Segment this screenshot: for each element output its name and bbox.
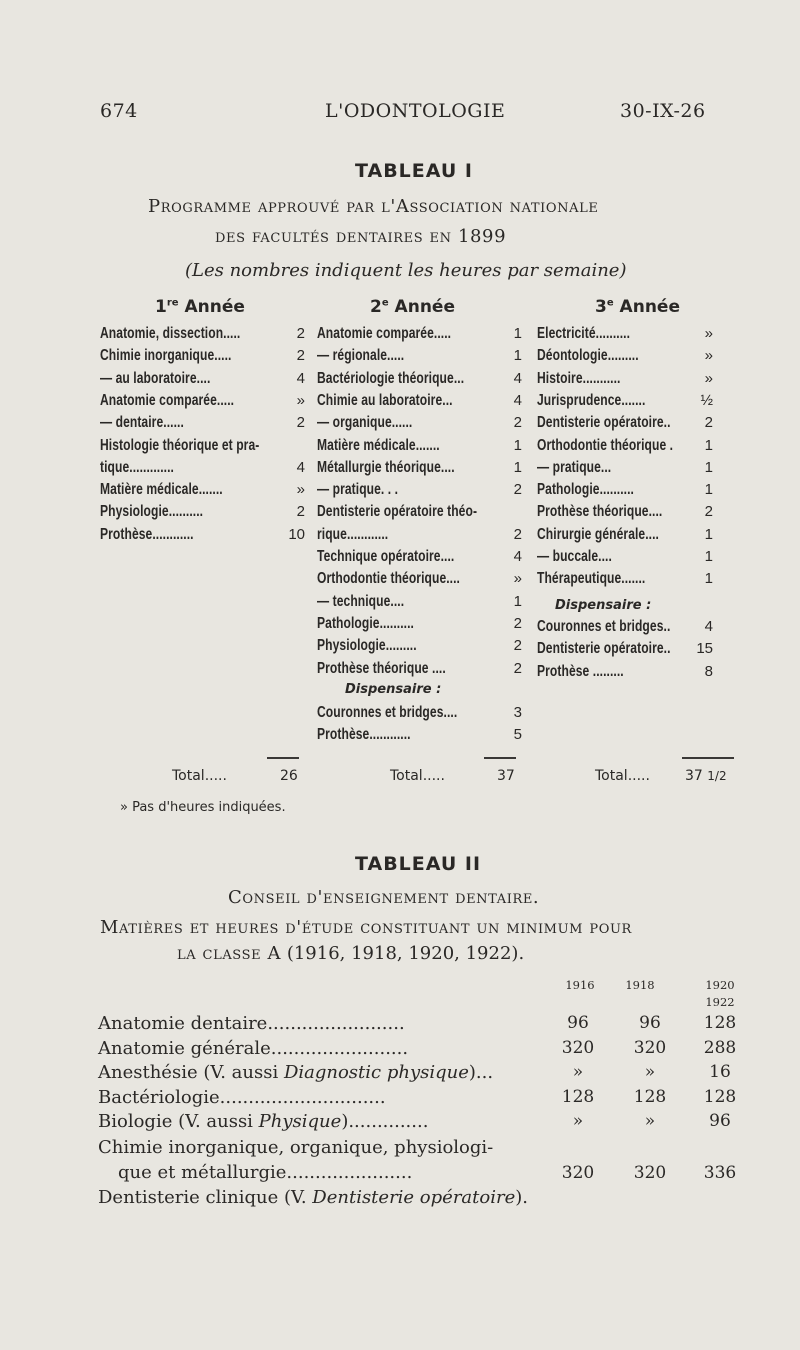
tableau2-cell: 96 <box>639 1013 661 1033</box>
col2-item-label: Technique opératoire.... <box>317 548 455 565</box>
tableau1-note: (Les nombres indiquent les heures par semaine) <box>185 260 627 281</box>
tableau2-cell: 128 <box>703 1013 737 1033</box>
total3-rule <box>682 757 734 759</box>
total3-label: Total..... <box>595 768 650 784</box>
total2-value: 37 <box>497 768 515 784</box>
col3-item-hours: 2 <box>704 414 713 432</box>
col3-item-label: — pratique... <box>537 458 612 476</box>
col2-item-label: — technique.... <box>317 592 405 610</box>
col2-item-label: Métallurgie théorique.... <box>317 458 455 476</box>
col1-item-label: Matière médicale....... <box>100 481 223 499</box>
col2-item-label: Matière médicale....... <box>317 436 440 454</box>
tableau2-row-label <box>98 1062 493 1083</box>
col2-item-label: Dentisterie opératoire théo- <box>317 503 478 521</box>
col2-item-hours: » <box>513 570 522 588</box>
col3-disp-item-label: Couronnes et bridges.. <box>537 618 671 635</box>
tableau2-row-label <box>98 1111 428 1132</box>
col3-item-label: Jurisprudence....... <box>537 391 646 409</box>
col3-item-hours: 1 <box>704 458 713 476</box>
tableau2-line2: Matières et heures d'étude constituant un minimum pour <box>100 917 632 938</box>
tableau2-cell: 96 <box>709 1111 731 1131</box>
col2-item-hours: 2 <box>513 481 522 499</box>
col3-item-hours: 1 <box>704 436 713 454</box>
row-label-text: ).............. <box>341 1111 429 1132</box>
total1-label: Total..... <box>172 768 227 784</box>
col1-item-label: Prothèse............ <box>100 525 194 543</box>
col3-head: 3e Année <box>595 297 680 317</box>
row-label-text: Anesthésie (V. aussi <box>98 1062 284 1083</box>
col1-item-label: Physiologie.......... <box>100 503 204 521</box>
col3-item-label: Pathologie.......... <box>537 481 634 499</box>
col3-disp-item-hours: 8 <box>704 662 713 680</box>
col2-item-label: Orthodontie théorique.... <box>317 570 460 588</box>
col1-item-hours: » <box>296 481 305 499</box>
col3-item-label: Dentisterie opératoire.. <box>537 414 671 432</box>
col2-item-label: Chimie au laboratoire... <box>317 391 453 409</box>
col3-item-label: Thérapeutique....... <box>537 570 646 588</box>
tableau2-title: TABLEAU II <box>355 853 482 875</box>
col3-item-hours: 2 <box>704 503 713 521</box>
col3-item-hours: 1 <box>704 548 713 565</box>
col1-item-label: Anatomie, dissection..... <box>100 325 241 342</box>
tableau1-subtitle-1: Programme approuvé par l'Association nationale <box>148 196 599 217</box>
total1-value: 26 <box>280 768 298 784</box>
col2-item-hours: 1 <box>513 592 522 610</box>
col3-item-hours: » <box>704 325 713 342</box>
tableau2-cell: 96 <box>567 1013 589 1033</box>
col2-dispensaire-label: Dispensaire : <box>345 682 442 697</box>
col1-item-hours: 2 <box>296 347 305 365</box>
tableau2-cell: » <box>644 1111 656 1131</box>
col3-dispensaire-label: Dispensaire : <box>555 598 652 613</box>
tableau2-row-label: Anatomie générale........................ <box>98 1037 409 1059</box>
col2-disp-item-hours: 5 <box>513 726 522 744</box>
year-1922: 1922 <box>705 995 735 1009</box>
col1-head: 1re Année <box>155 297 245 317</box>
col2-item-label: — pratique. . . <box>317 481 399 499</box>
col2-disp-item-label: Prothèse............ <box>317 726 411 744</box>
tableau1-subtitle-2: des facultés dentaires en 1899 <box>215 226 507 247</box>
col1-item-hours: 2 <box>296 325 305 342</box>
col2-item-label: Anatomie comparée..... <box>317 325 452 342</box>
chimie-line1: Chimie inorganique, organique, physiologi- <box>98 1137 494 1158</box>
col2-disp-item-label: Couronnes et bridges.... <box>317 704 458 721</box>
col1-item-label: Chimie inorganique..... <box>100 347 232 365</box>
col1-item-hours: 10 <box>288 525 305 543</box>
tableau2-cell: » <box>572 1062 584 1082</box>
col3-item-label: Déontologie......... <box>537 347 639 365</box>
col2-item-hours: 1 <box>513 347 522 365</box>
col2-item-hours: 2 <box>513 637 522 655</box>
year-1918: 1918 <box>625 978 655 992</box>
tableau2-cell: » <box>572 1111 584 1131</box>
tableau2-cell: 128 <box>633 1086 667 1107</box>
col2-item-hours: 1 <box>513 325 522 342</box>
col3-item-hours: 1 <box>704 525 713 543</box>
col3-disp-item-hours: 4 <box>704 618 713 635</box>
dentisterie-clinique: Dentisterie clinique (V. Dentisterie opératoire). <box>98 1187 528 1208</box>
col3-item-hours: 1 <box>704 570 713 588</box>
tableau2-cell: 16 <box>709 1062 731 1082</box>
tableau2-cell: » <box>644 1062 656 1082</box>
col1-item-label: tique............. <box>100 458 174 476</box>
chimie-line2: que et métallurgie...................... <box>118 1162 413 1183</box>
col2-item-hours: 2 <box>513 525 522 543</box>
col3-item-label: Chirurgie générale.... <box>537 525 659 543</box>
tableau2-row-label: Anatomie dentaire........................ <box>98 1013 405 1034</box>
col3-disp-item-label: Dentisterie opératoire.. <box>537 640 671 658</box>
col2-item-label: Physiologie......... <box>317 637 417 655</box>
year-1916: 1916 <box>565 978 595 992</box>
col1-item-label: — au laboratoire.... <box>100 369 211 387</box>
col2-item-hours: 4 <box>513 369 522 387</box>
issue-date: 30-IX-26 <box>620 100 706 122</box>
col2-item-hours: 1 <box>513 458 522 476</box>
col3-item-hours: » <box>704 369 713 387</box>
chimie-1920: 336 <box>703 1163 737 1183</box>
col2-item-hours: 2 <box>513 414 522 432</box>
col2-item-label: rique............ <box>317 525 389 543</box>
tableau2-cell: 128 <box>561 1086 595 1107</box>
row-label-italic: Diagnostic physique <box>283 1062 469 1083</box>
col2-head: 2e Année <box>370 297 455 317</box>
col1-item-label: — dentaire...... <box>100 414 184 432</box>
col2-item-label: Pathologie.......... <box>317 614 414 632</box>
col2-item-hours: 1 <box>513 436 522 454</box>
col2-item-label: — régionale..... <box>317 347 405 365</box>
col3-item-label: Electricité.......... <box>537 325 631 342</box>
tableau2-cell: 320 <box>633 1037 667 1058</box>
col1-item-hours: 2 <box>296 414 305 432</box>
col3-item-hours: » <box>704 347 713 365</box>
tableau1-footnote: » Pas d'heures indiquées. <box>120 800 286 815</box>
col3-item-label: Orthodontie théorique . <box>537 436 674 454</box>
col3-item-hours: 1 <box>704 481 713 499</box>
col2-item-hours: 4 <box>513 391 522 409</box>
total2-rule <box>484 757 516 759</box>
tableau2-line3: la classe A (1916, 1918, 1920, 1922). <box>177 943 525 964</box>
col3-item-hours: ½ <box>700 391 713 409</box>
tableau2-row-label: Bactériologie............................. <box>98 1086 386 1108</box>
col2-item-label: — organique...... <box>317 414 413 432</box>
col1-item-hours: 2 <box>296 503 305 521</box>
row-label-italic: Physique <box>258 1111 342 1132</box>
total1-rule <box>267 757 299 759</box>
row-label-text: )... <box>468 1062 494 1083</box>
col2-item-hours: 4 <box>513 548 522 565</box>
chimie-1918: 320 <box>633 1163 667 1183</box>
col1-item-hours: » <box>296 391 305 409</box>
col3-item-label: — buccale.... <box>537 548 612 565</box>
tableau2-line1: Conseil d'enseignement dentaire. <box>228 887 540 908</box>
col2-item-hours: 2 <box>513 659 522 677</box>
col2-item-hours: 2 <box>513 614 522 632</box>
col1-item-label: Histologie théorique et pra- <box>100 436 260 454</box>
col3-item-label: Prothèse théorique.... <box>537 503 663 521</box>
col1-item-hours: 4 <box>296 458 305 476</box>
total3-value: 37 1/2 <box>685 768 727 784</box>
col2-item-label: Bactériologie théorique... <box>317 369 465 387</box>
tableau1-title: TABLEAU I <box>355 160 473 182</box>
col3-disp-item-label: Prothèse ......... <box>537 662 624 680</box>
tableau2-cell: 320 <box>561 1037 595 1058</box>
tableau2-cell: 128 <box>703 1086 737 1107</box>
journal-title: L'ODONTOLOGIE <box>325 100 506 122</box>
row-label-text: Biologie (V. aussi <box>98 1111 259 1132</box>
col2-disp-item-hours: 3 <box>513 704 522 721</box>
total2-label: Total..... <box>390 768 445 784</box>
col1-item-hours: 4 <box>296 369 305 387</box>
col3-item-label: Histoire........... <box>537 369 621 387</box>
col1-item-label: Anatomie comparée..... <box>100 391 235 409</box>
year-1920: 1920 <box>705 978 735 992</box>
col3-disp-item-hours: 15 <box>696 640 713 658</box>
col2-item-label: Prothèse théorique .... <box>317 659 446 677</box>
page-number: 674 <box>100 100 138 122</box>
tableau2-cell: 288 <box>703 1037 737 1058</box>
chimie-1916: 320 <box>561 1163 595 1183</box>
